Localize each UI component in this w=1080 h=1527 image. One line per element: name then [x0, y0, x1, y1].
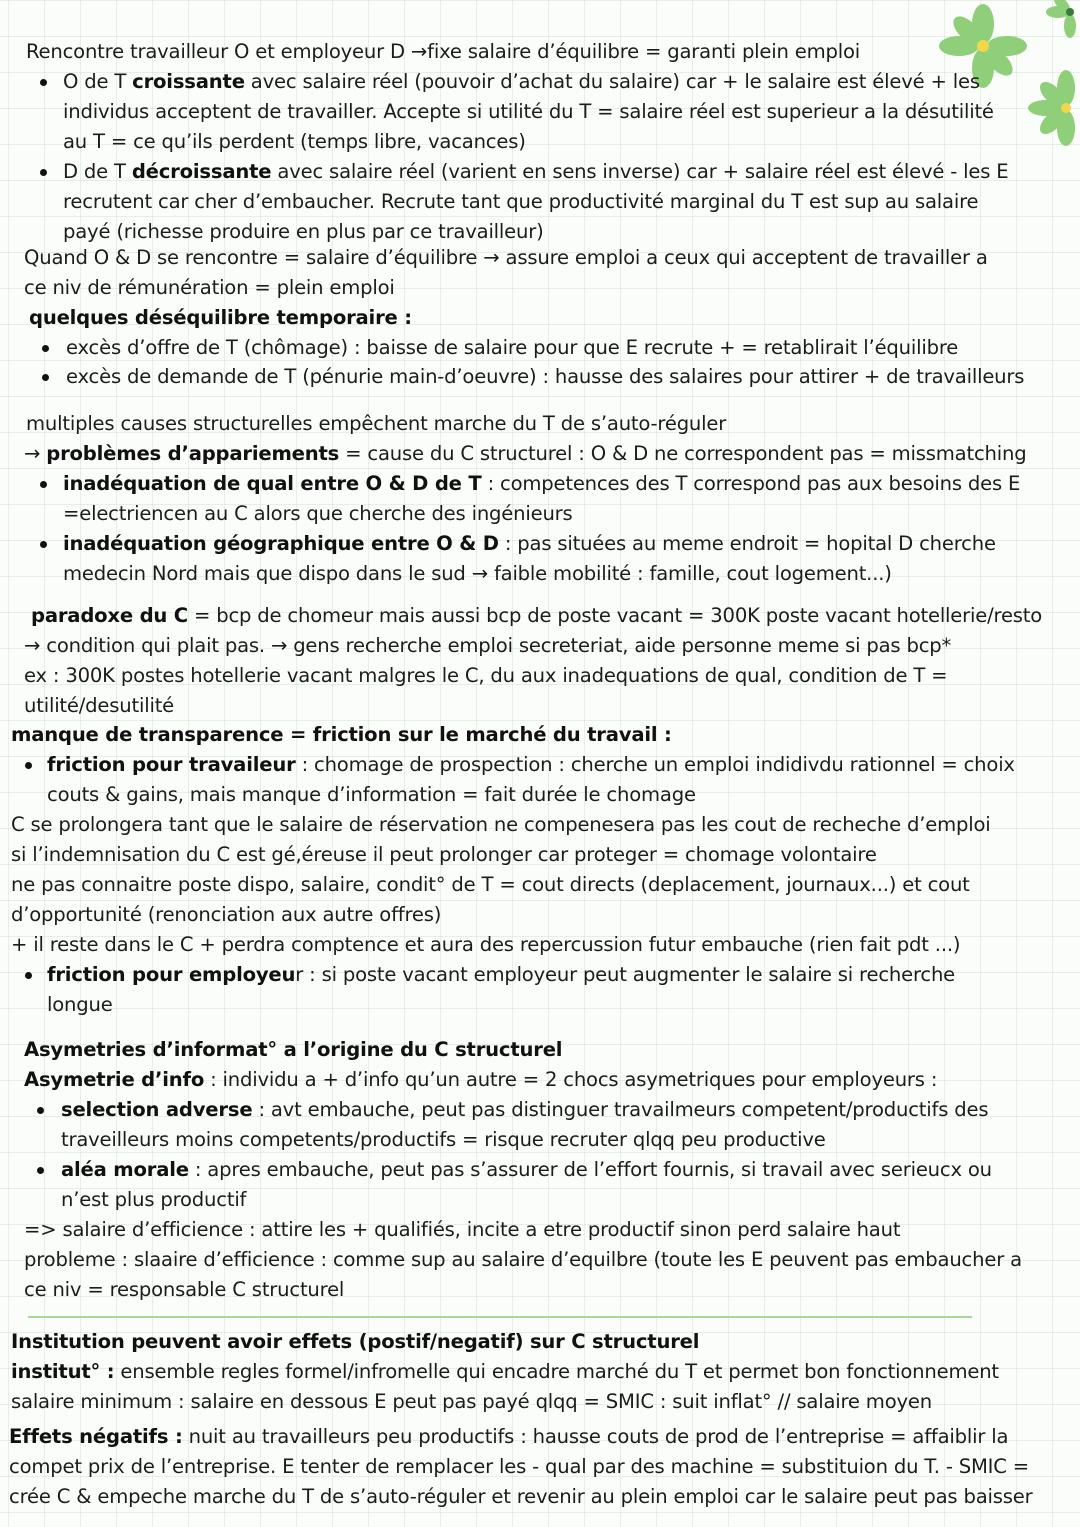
text-line [63, 469, 1020, 499]
text-segment: excès de demande de T (pénurie main-d’oeuvre) : hausse des salaires pour attirer + de travailleurs [66, 365, 1025, 388]
text-segment: : individu a + d’info qu’un autre = 2 chocs asymetriques pour employeurs : [204, 1068, 938, 1091]
text-segment: couts & gains, mais manque d’information = fait durée le chomage [47, 783, 696, 806]
bullet-icon [40, 541, 47, 548]
text-segment: medecin Nord mais que dispo dans le sud → faible mobilité : famille, cout logement...) [63, 562, 892, 585]
text-segment: ce niv de rémunération = plein emploi [24, 276, 395, 299]
text-segment: => salaire d’efficience : attire les + qualifiés, incite a etre productif sinon perd salaire haut [24, 1218, 901, 1241]
text-line [9, 1452, 1029, 1482]
text-segment: O de T [63, 70, 133, 93]
text-segment: excès d’offre de T (chômage) : baisse de salaire pour que E recrute + = retablirait l’équilibre [66, 336, 959, 359]
text-line [11, 870, 970, 900]
text-line [24, 1035, 562, 1065]
text-line [47, 960, 955, 990]
text-line [11, 930, 960, 960]
text-segment: n’est plus productif [61, 1188, 247, 1211]
text-segment: : chomage de prospection : cherche un emploi indidivdu rationnel = choix [295, 753, 1015, 776]
bold-text: selection adverse [61, 1098, 253, 1121]
text-segment: payé (richesse produire en plus par ce travailleur) [63, 220, 544, 243]
text-line [47, 990, 113, 1020]
text-segment: recrutent car cher d’embaucher. Recrute tant que productivité marginal du T est sup au salaire [63, 190, 979, 213]
text-segment: compet prix de l’entreprise. E tenter de remplacer les - qual par des machine = substituion du T. - SMIC = [9, 1455, 1029, 1478]
bullet-icon [25, 762, 32, 769]
text-segment: traveilleurs moins competents/productifs = risque recruter qlqq peu productive [61, 1128, 826, 1151]
text-line [31, 601, 1042, 631]
text-line [11, 1357, 999, 1387]
bold-text: institut° : [11, 1360, 115, 1383]
text-segment: Rencontre travailleur O et employeur D →fixe salaire d’équilibre = garanti plein emploi [26, 40, 861, 63]
bold-text: Asymetries d’informat° a l’origine du C structurel [24, 1038, 563, 1061]
text-segment: probleme : slaaire d’efficience : comme sup au salaire d’equilbre (toute les E peuvent pas embaucher a [24, 1248, 1022, 1271]
text-segment: crée C & empeche marche du T de s’auto-réguler et revenir au plein emploi car le salaire peut pas baisser [9, 1485, 1033, 1508]
text-line [24, 243, 988, 273]
text-segment: ex : 300K postes hotellerie vacant malgres le C, du aux inadequations de qual, condition de T = [24, 664, 948, 687]
bullet-icon [37, 1167, 44, 1174]
text-segment: C se prolongera tant que le salaire de réservation ne compenesera pas les cout de recheche d’emploi [11, 813, 991, 836]
text-line [47, 750, 1015, 780]
bold-text: inadéquation géographique entre O & D [63, 532, 499, 555]
text-line [11, 1327, 699, 1357]
bullet-icon [25, 972, 32, 979]
text-line [24, 1275, 344, 1305]
text-line [66, 333, 958, 363]
text-segment: longue [47, 993, 113, 1016]
text-segment: D de T [63, 160, 132, 183]
text-line [61, 1155, 992, 1185]
text-line [24, 1215, 900, 1245]
bold-text: quelques déséquilibre temporaire : [29, 306, 412, 329]
text-segment: r : si poste vacant employeur peut augmenter le salaire si recherche [295, 963, 956, 986]
text-segment: avec salaire réel (pouvoir d’achat du salaire) car + le salaire est élevé + les [244, 70, 980, 93]
text-line [24, 661, 947, 691]
bold-text: inadéquation de qual entre O & D de T [63, 472, 482, 495]
text-line [47, 780, 696, 810]
text-line [66, 362, 1024, 392]
text-line [63, 157, 1009, 187]
bullet-icon [40, 169, 47, 176]
text-segment: : pas situées au meme endroit = hopital D cherche [498, 532, 996, 555]
text-segment: → condition qui plait pas. → gens recherche emploi secreteriat, aide personne meme si pas bcp* [24, 634, 952, 657]
bold-text: friction pour travaileur [47, 753, 296, 776]
text-line [61, 1125, 826, 1155]
bold-text: Institution peuvent avoir effets (postif/negatif) sur C structurel [11, 1330, 700, 1353]
text-segment: =electriencen au C alors que cherche des ingénieurs [63, 502, 573, 525]
text-segment: ensemble regles formel/infromelle qui encadre marché du T et permet bon fonctionnement [114, 1360, 999, 1383]
bullet-icon [42, 345, 49, 352]
text-segment: + il reste dans le C + perdra comptence et aura des repercussion futur embauche (rien fait pdt ...) [11, 933, 961, 956]
text-segment: : apres embauche, peut pas s’assurer de l’effort fournis, si travail avec serieucx ou [188, 1158, 992, 1181]
bold-text: décroissante [131, 160, 272, 183]
text-line [63, 97, 994, 127]
text-line [63, 499, 573, 529]
text-line [26, 37, 860, 67]
text-line [9, 1422, 1008, 1452]
text-segment: au T = ce qu’ils perdent (temps libre, vacances) [63, 130, 526, 153]
text-line [26, 409, 726, 439]
text-line [61, 1185, 246, 1215]
text-line [29, 303, 412, 333]
text-segment: ce niv = responsable C structurel [24, 1278, 345, 1301]
text-segment: avec salaire réel (varient en sens inverse) car + salaire réel est élevé - les E [271, 160, 1009, 183]
bold-text: croissante [132, 70, 245, 93]
bold-text: problèmes d’appariements [46, 442, 340, 465]
bullet-icon [37, 1107, 44, 1114]
text-segment: si l’indemnisation du C est gé,éreuse il peut prolonger car proteger = chomage volontaire [11, 843, 877, 866]
text-segment: salaire minimum : salaire en dessous E peut pas payé qlqq = SMIC : suit inflat° // salaire moyen [11, 1390, 932, 1413]
text-segment: utilité/desutilité [24, 694, 175, 717]
text-line [63, 529, 996, 559]
text-segment: multiples causes structurelles empêchent marche du T de s’auto-réguler [26, 412, 727, 435]
text-line [24, 439, 1026, 469]
section-divider [28, 1316, 972, 1318]
text-segment: → [24, 442, 47, 465]
text-line [63, 67, 980, 97]
bullet-icon [40, 79, 47, 86]
text-segment: individus acceptent de travailler. Accepte si utilité du T = salaire réel est superieur a la désutilité [63, 100, 994, 123]
text-segment: ne pas connaitre poste dispo, salaire, condit° de T = cout directs (deplacement, journaux...) et cout [11, 873, 970, 896]
text-line [63, 559, 892, 589]
bold-text: friction pour employeu [47, 963, 296, 986]
text-segment: : avt embauche, peut pas distinguer travailmeurs competent/productifs des [252, 1098, 989, 1121]
text-line [63, 127, 526, 157]
text-line [11, 810, 990, 840]
text-segment: = cause du C structurel : O & D ne correspondent pas = missmatching [339, 442, 1027, 465]
text-line [63, 187, 978, 217]
text-segment: nuit au travailleurs peu productifs : hausse couts de prod de l’entreprise = affaiblir la [182, 1425, 1009, 1448]
text-line [9, 1482, 1032, 1512]
bold-text: aléa morale [61, 1158, 189, 1181]
text-line [11, 1387, 932, 1417]
bold-text: manque de transparence = friction sur le marché du travail : [11, 723, 672, 746]
bold-text: paradoxe du C [31, 604, 188, 627]
text-segment: : competences des T correspond pas aux besoins des E [481, 472, 1021, 495]
text-line [24, 1065, 937, 1095]
text-line [61, 1095, 988, 1125]
text-segment: = bcp de chomeur mais aussi bcp de poste vacant = 300K poste vacant hotellerie/resto [187, 604, 1043, 627]
text-segment: d’opportunité (renonciation aux autre offres) [11, 903, 442, 926]
bullet-icon [42, 374, 49, 381]
bullet-icon [40, 481, 47, 488]
text-line [11, 900, 441, 930]
text-line [24, 1245, 1022, 1275]
text-line [24, 273, 395, 303]
bold-text: Effets négatifs : [9, 1425, 183, 1448]
text-line [24, 691, 174, 721]
text-line [24, 631, 951, 661]
text-segment: Quand O & D se rencontre = salaire d’équilibre → assure emploi a ceux qui acceptent de travailler a [24, 246, 988, 269]
text-line [11, 720, 672, 750]
text-line [11, 840, 877, 870]
bold-text: Asymetrie d’info [24, 1068, 205, 1091]
